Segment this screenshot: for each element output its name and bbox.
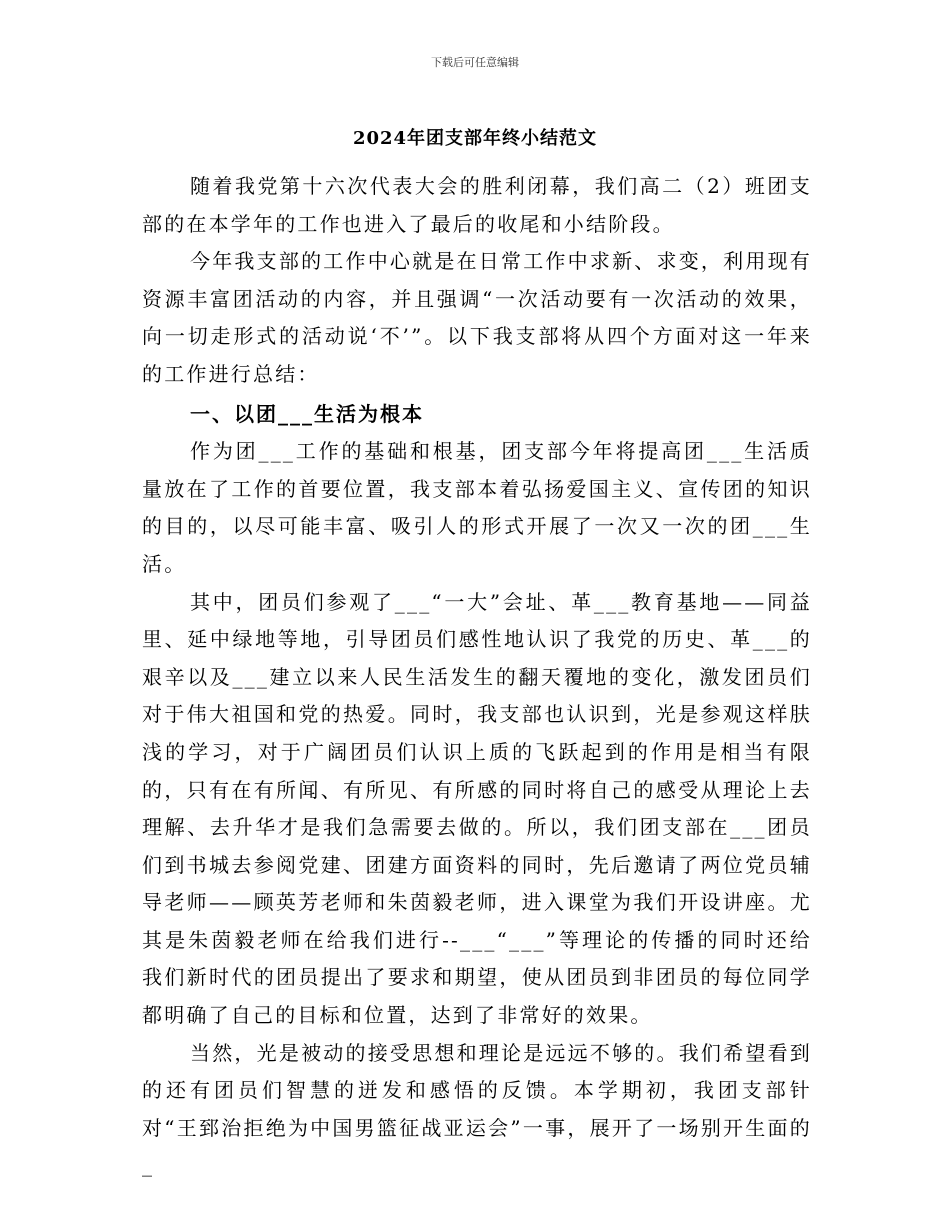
page-header: 下载后可任意编辑 [431,56,519,69]
section1-paragraph-1: 作为团___工作的基础和根基，团支部今年将提高团___生活质量放在了工作的首要位置，我支部本着弘扬爱国主义、宣传团的知识的目的，以尽可能丰富、吸引人的形式开展了一次又一次的团___生活。 [142,439,812,576]
document-title: 2024年团支部年终小结范文 [352,128,598,149]
paragraph-focus: 今年我支部的工作中心就是在日常工作中求新、求变，利用现有资源丰富团活动的内容，并且强调“一次活动要有一次活动的效果，向一切走形式的活动说‘不’”。以下我支部将从四个方面对这一年来的工作进行总结： [142,249,812,386]
section1-paragraph-2: 其中，团员们参观了___“一大”会址、革___教育基地——同益里、延中绿地等地，引导团员们感性地认识了我党的历史、革___的艰辛以及___建立以来人民生活发生的翻天覆地的变化，激发团员们对于伟大祖国和党的热爱。同时，我支部也认识到，光是参观这样肤浅的学习，对于广阔团员们认识上质的飞跃起到的作用是相当有限的，只有在有所闻、有所见、有所感的同时将自己的感受从理论上去理解、去升华才是我们急需要去做的。所以，我们团支部在___团员们到书城去参阅党建、团建方面资料的同时，先后邀请了两位党员辅导老师——顾英芳老师和朱茵毅老师，进入课堂为我们开设讲座。尤其是朱茵毅老师在给我们进行--___“___”等理论的传播的同时还给我们新时代的团员提出了要求和期望，使从团员到非团员的每位同学都明确了自己的目标和位置，达到了非常好的效果。 [142,589,812,1028]
section1-paragraph-3: 当然，光是被动的接受思想和理论是远远不够的。我们希望看到的还有团员们智慧的迸发和感悟的反馈。本学期初，我团支部针对“王郅治拒绝为中国男篮征战亚运会”一事，展开了一场别开生面的_ [142,1040,812,1178]
section-heading-1: 一、以团___生活为根本 [190,401,424,426]
paragraph-intro: 随着我党第十六次代表大会的胜利闭幕，我们高二（2）班团支部的在本学年的工作也进入了最后的收尾和小结阶段。 [142,174,812,236]
document-body [142,168,812,1185]
